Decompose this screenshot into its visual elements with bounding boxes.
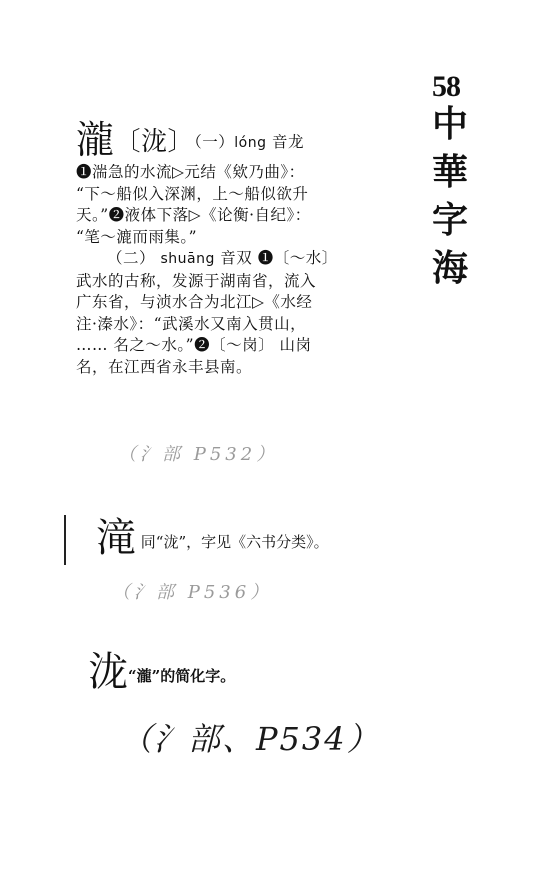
sense-pinyin: lóng (234, 135, 267, 151)
entry-headword: 滝 (96, 515, 136, 561)
definition-line: “下～船似入深渊，上～船似欲升 (76, 184, 309, 203)
definition-line: 武水的古称，发源于湖南省，流入 (76, 271, 317, 290)
sense-homophone: 音龙 (271, 133, 304, 151)
entry-variant-lang (96, 516, 329, 560)
entry-long-header (76, 118, 376, 162)
handwritten-note: （氵部、P534） (120, 720, 381, 758)
page-number: 58 (432, 70, 460, 103)
sense-pinyin: shuāng (160, 251, 215, 267)
entry-definition: “瀧”的简化字。 (128, 667, 236, 685)
sense-homophone: 音双 (220, 249, 253, 267)
entry-headword: 瀧 (76, 118, 115, 162)
sense-marker: （一） (194, 133, 235, 151)
book-title-char-4: 海 (431, 247, 468, 289)
margin-mark (64, 515, 66, 565)
definition-line: …… 名之～水。”❷〔～岗〕 山岗 (76, 336, 312, 354)
entry-headword: 泷 (88, 649, 128, 695)
definition-line: “笔～漉而雨集。” (76, 227, 198, 246)
definition-text: ❶〔～水〕 (257, 249, 338, 267)
handwritten-note: （氵部 P536） (112, 582, 273, 603)
entry-variant: 〔泷〕 (114, 127, 195, 157)
book-title (428, 100, 472, 292)
entry-definition: 同“泷”，字见《六书分类》。 (140, 533, 329, 551)
definition-line: 广东省，与浈水合为北江▷《水经 (76, 293, 313, 311)
definition-line: 天。”❷液体下落▷《论衡·自纪》： (76, 206, 311, 224)
sense2-header (76, 248, 376, 271)
definition-line: ❶湍急的水流▷元结《欸乃曲》： (76, 163, 305, 181)
sense-marker: （二） (107, 249, 156, 267)
definition-line: 注·溱水》：“武溪水又南入贯山， (76, 314, 307, 333)
definition-line: 名，在江西省永丰县南。 (76, 357, 253, 376)
book-title-char-1: 中 (431, 103, 468, 145)
entry-simplified (88, 650, 235, 694)
book-title-char-2: 華 (431, 151, 468, 193)
entry-long (76, 118, 376, 378)
handwritten-note: （氵部 P532） (118, 444, 279, 465)
book-title-char-3: 字 (431, 199, 468, 241)
